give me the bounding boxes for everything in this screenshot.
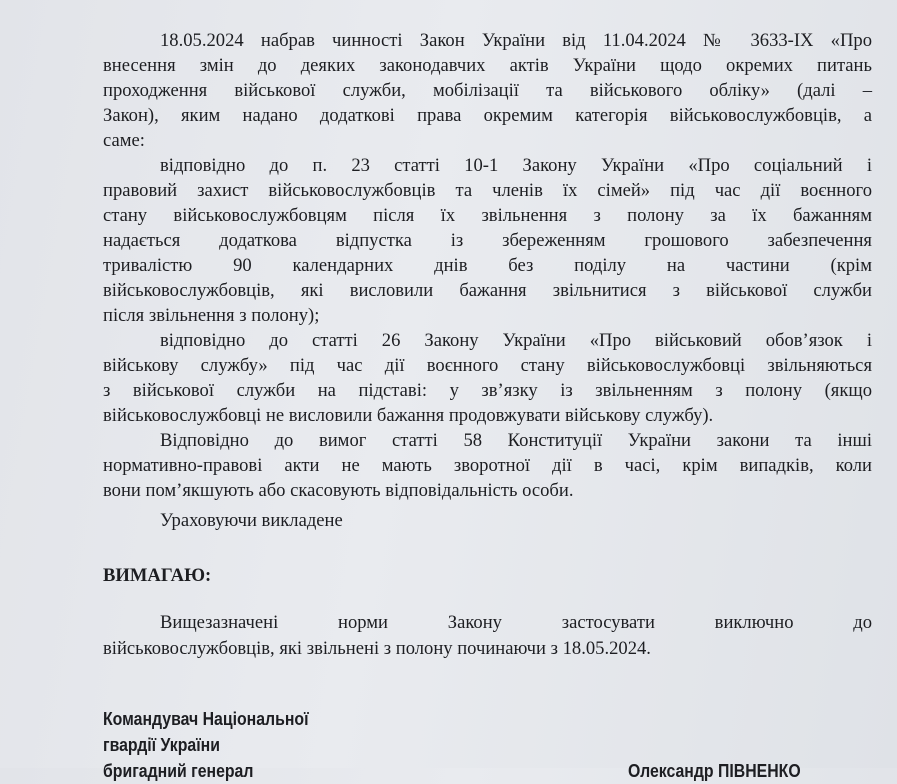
paragraph-line: правовий захист військовослужбовців та членів їх сімей» під час дії воєнного [103,180,872,201]
paragraph-line: військовослужбовців, які висловили бажання звільнитися з військової служби [103,280,872,301]
paragraph-line: відповідно до п. 23 статті 10-1 Закону України «Про соціальний і [160,155,872,176]
paragraph-line: 18.05.2024 набрав чинності Закон України від 11.04.2024 № 3633-IX «Про [160,30,872,51]
paragraph-line: саме: [103,130,145,151]
paragraph-line: проходження військової служби, мобілізації та військового обліку» (далі – [103,80,872,101]
paragraph-line: з військової служби на підставі: у зв’язку із звільненням з полону (якщо [103,380,872,401]
demand-heading: ВИМАГАЮ: [103,565,212,586]
paragraph-line: вони пом’якшують або скасовують відповідальність особи. [103,480,574,501]
paragraph-line: нормативно-правові акти не мають зворотної дії в часі, крім випадків, коли [103,455,872,476]
signature-name: Олександр ПІВНЕНКО [628,761,801,781]
paragraph-line: надається додаткова відпустка із збереженням грошового забезпечення [103,230,872,251]
demand-line: Вищезазначені норми Закону застосувати виключно до [160,612,872,633]
paragraph-line: внесення змін до деяких законодавчих актів України щодо окремих питань [103,55,872,76]
paragraph-line: після звільнення з полону); [103,305,320,326]
signature-position-line1: Командувач Національної [103,709,309,729]
paragraph-line: тривалістю 90 календарних днів без поділу на частини (крім [103,255,872,276]
paragraph-line: військовослужбовці не висловили бажання продовжувати військову службу). [103,405,714,426]
paragraph-line: відповідно до статті 26 Закону України «Про військовий обов’язок і [160,330,872,351]
paragraph-line: військову службу» під час дії воєнного стану військовослужбовці звільняються [103,355,872,376]
paragraph-line: стану військовослужбовцям після їх звільнення з полону за їх бажанням [103,205,872,226]
paragraph-line: Ураховуючи викладене [160,510,343,531]
signature-position-line2: гвардії України [103,735,220,755]
signature-rank: бригадний генерал [103,761,254,781]
paragraph-line: Закон), яким надано додаткові права окремим категорія військовослужбовців, а [103,105,872,126]
demand-line: військовослужбовців, які звільнені з полону починаючи з 18.05.2024. [103,638,651,659]
paragraph-line: Відповідно до вимог статті 58 Конституції України закони та інші [160,430,872,451]
